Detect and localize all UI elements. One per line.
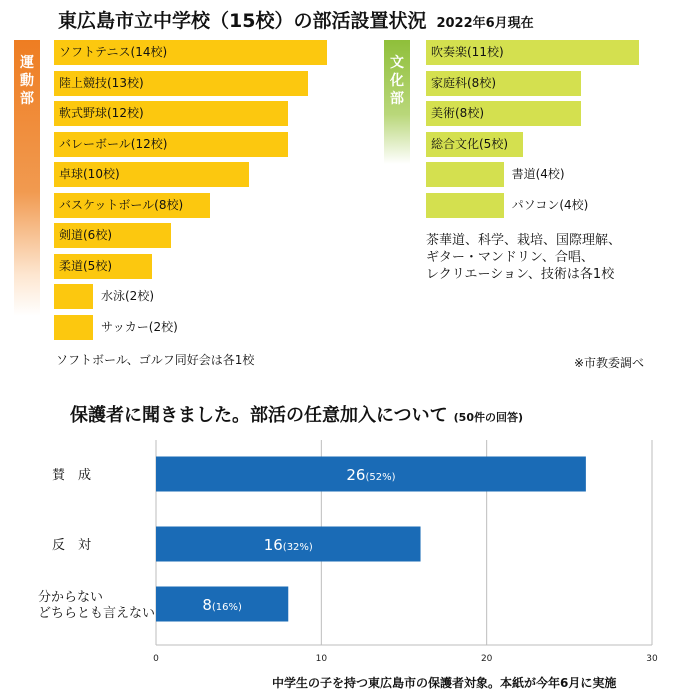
sports-bar <box>54 284 93 309</box>
culture-bar-label: 吹奏楽(11校) <box>431 45 504 59</box>
sports-bar-label: 陸上競技(13校) <box>59 75 144 90</box>
sports-category-label <box>14 40 40 316</box>
culture-bar-label: 書道(4校) <box>511 167 565 181</box>
survey-title-text: 保護者に聞きました。部活の任意加入について <box>70 405 448 426</box>
culture-note-line: レクリエーション、技術は各1校 <box>426 267 615 282</box>
sports-bar-label: 水泳(2校) <box>101 289 154 303</box>
sports-bar-label: 軟式野球(12校) <box>59 106 144 120</box>
sports-bar <box>54 315 93 340</box>
sports-bar-label: バスケットボール(8校) <box>59 197 184 212</box>
x-tick-label: 30 <box>646 654 658 664</box>
sports-bar-label: 剣道(6校) <box>59 228 112 242</box>
survey-category-label: 分からない <box>38 590 104 605</box>
survey-title <box>70 401 523 427</box>
culture-note <box>426 232 621 283</box>
title-text: 東広島市立中学校（15校）の部活設置状況 <box>58 10 427 32</box>
x-tick-label: 10 <box>315 654 328 664</box>
sports-bar-label: サッカー(2校) <box>101 319 178 334</box>
culture-note-line: 茶華道、科学、栽培、国際理解、 <box>426 233 622 248</box>
footer-note: 中学生の子を持つ東広島市の保護者対象。本紙が今年6月に実施 <box>272 676 617 690</box>
sports-bar-label: 卓球(10校) <box>59 167 120 181</box>
x-tick-label: 20 <box>480 654 493 664</box>
culture-bar-label: パソコン(4校) <box>511 197 589 212</box>
culture-bar <box>426 162 504 187</box>
culture-bar-label: 家庭科(8校) <box>431 75 496 90</box>
sports-bar-label: 柔道(5校) <box>59 258 112 273</box>
category-label-char: 運 <box>20 55 34 71</box>
survey-value-percent: (32%) <box>282 542 313 553</box>
sports-bar-label: ソフトテニス(14校) <box>59 45 168 59</box>
survey-value-number: 26 <box>346 466 366 484</box>
category-label-char: 動 <box>20 73 34 89</box>
culture-bar-label: 総合文化(5校) <box>431 136 508 151</box>
survey-value-number: 16 <box>263 536 283 554</box>
sports-note: ソフトボール、ゴルフ同好会は各1校 <box>56 353 255 367</box>
culture-bar <box>426 193 504 218</box>
source-note: ※市教委調べ <box>574 356 645 370</box>
survey-subtitle: (50件の回答) <box>453 411 524 424</box>
culture-category-label <box>384 40 410 164</box>
survey-value-percent: (52%) <box>365 472 396 483</box>
survey-chart <box>0 440 678 670</box>
title-date: 2022年6月現在 <box>436 16 534 31</box>
survey-category-label: 賛 成 <box>52 468 92 483</box>
sports-bar-label: バレーボール(12校) <box>59 136 168 151</box>
survey-value-percent: (16%) <box>211 602 242 613</box>
survey-category-label: 反 対 <box>52 538 92 553</box>
survey-category-label: どちらとも言えない <box>38 606 156 621</box>
page-title <box>58 6 534 33</box>
category-label-char: 部 <box>20 91 34 107</box>
culture-note-line: ギター・マンドリン、合唱、 <box>426 250 594 265</box>
x-tick-label: 0 <box>153 654 159 664</box>
culture-bar-label: 美術(8校) <box>431 106 484 120</box>
category-label-char: 化 <box>390 73 404 89</box>
category-label-char: 部 <box>390 91 404 107</box>
survey-value-number: 8 <box>202 596 212 614</box>
category-label-char: 文 <box>390 55 404 71</box>
